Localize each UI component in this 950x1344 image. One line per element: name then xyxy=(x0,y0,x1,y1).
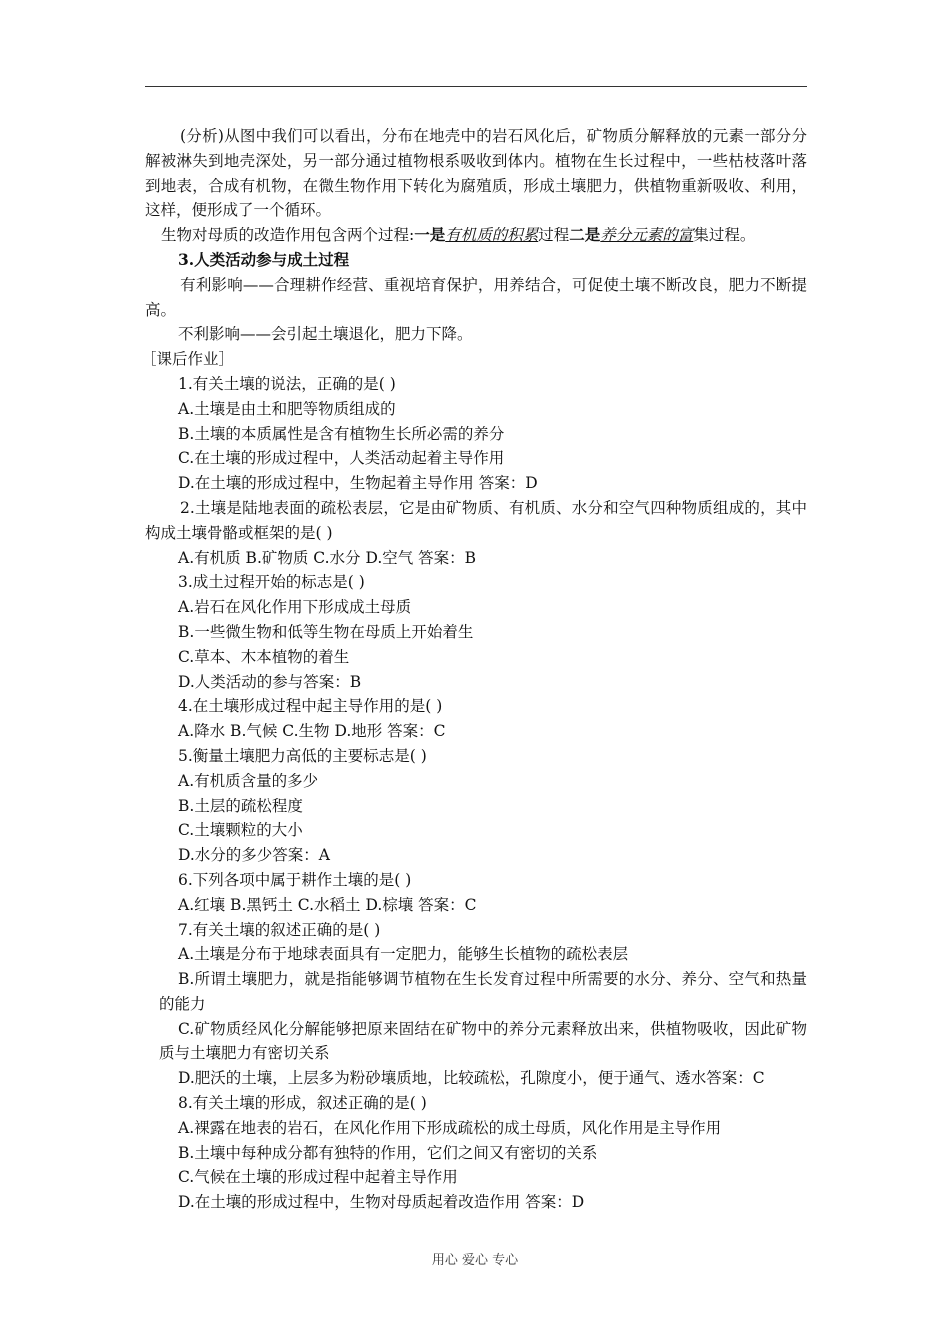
section-heading: 3.人类活动参与成土过程 xyxy=(178,249,350,269)
question-line: 1.有关土壤的说法，正确的是( ) xyxy=(178,374,396,393)
analysis-paragraph: (分析)从图中我们可以看出，分布在地壳中的岩石风化后，矿物质分解释放的元素一部分分解被淋失到地壳深处，另一部分通过植物根系吸收到体内。植物在生长过程中，一些枯枝落叶落到地表，合成有机物，在微生物作用下转化为腐殖质，形成土壤肥力，供植物重新吸收、利用，这样，便形成了一个循环。 xyxy=(145,127,807,220)
option-line: A.红壤 B.黑钙土 C.水稻土 D.棕壤 答案：C xyxy=(178,895,477,914)
option-line: D.肥沃的土壤，上层多为粉砂壤质地，比较疏松，孔隙度小，便于通气、透水答案：C xyxy=(178,1069,765,1088)
question-line: 7.有关土壤的叙述正确的是( ) xyxy=(178,920,381,939)
option-line: A.岩石在风化作用下形成成土母质 xyxy=(178,598,412,617)
header-rule xyxy=(145,86,807,87)
option-line: D.在土壤的形成过程中，生物对母质起着改造作用 答案：D xyxy=(178,1193,585,1212)
option-line: C.矿物质经风化分解能够把原来固结在矿物中的养分元素释放出来，供植物吸收，因此矿物质与土壤肥力有密切关系 xyxy=(159,1019,807,1063)
option-line: D.在土壤的形成过程中，生物起着主导作用 答案：D xyxy=(178,474,538,493)
option-line: B.土壤的本质属性是含有植物生长所必需的养分 xyxy=(178,424,505,443)
option-line: C.在土壤的形成过程中，人类活动起着主导作用 xyxy=(178,449,505,468)
option-line: B.所谓土壤肥力，就是指能够调节植物在生长发育过程中所需要的水分、养分、空气和热量的能力 xyxy=(159,970,807,1013)
question-line: 2.土壤是陆地表面的疏松表层，它是由矿物质、有机质、水分和空气四种物质组成的，其中构成土壤骨骼或框架的是( ) xyxy=(145,498,807,542)
page-footer: 用心 爱心 专心 xyxy=(431,1253,519,1268)
option-line: A.有机质 B.矿物质 C.水分 D.空气 答案：B xyxy=(178,548,477,567)
question-line: 3.成土过程开始的标志是( ) xyxy=(178,573,365,592)
option-line: B.一些微生物和低等生物在母质上开始着生 xyxy=(178,622,474,641)
option-line: B.土层的疏松程度 xyxy=(178,796,303,815)
option-line: B.土壤中每种成分都有独特的作用，它们之间又有密切的关系 xyxy=(178,1143,598,1162)
option-line: C.气候在土壤的形成过程中起着主导作用 xyxy=(178,1168,458,1187)
question-line: 6.下列各项中属于耕作土壤的是( ) xyxy=(178,870,412,889)
option-line: C.土壤颗粒的大小 xyxy=(178,821,303,840)
document-body xyxy=(141,124,807,1215)
negative-impact-paragraph: 不利影响——会引起土壤退化，肥力下降。 xyxy=(178,325,473,344)
option-line: D.水分的多少答案：A xyxy=(178,846,330,865)
option-line: A.土壤是分布于地球表面具有一定肥力，能够生长植物的疏松表层 xyxy=(178,945,629,964)
option-line: A.有机质含量的多少 xyxy=(178,771,319,790)
option-line: A.降水 B.气候 C.生物 D.地形 答案：C xyxy=(178,722,446,741)
option-line: A.土壤是由土和肥等物质组成的 xyxy=(178,399,396,418)
positive-impact-paragraph: 有利影响——合理耕作经营、重视培育保护，用养结合，可促使土壤不断改良，肥力不断提高。 xyxy=(145,275,807,319)
option-line: A.裸露在地表的岩石，在风化作用下形成疏松的成土母质，风化作用是主导作用 xyxy=(178,1118,722,1137)
option-line: C.草本、木本植物的着生 xyxy=(178,647,350,666)
homework-label: ［课后作业］ xyxy=(141,350,235,369)
question-line: 8.有关土壤的形成，叙述正确的是( ) xyxy=(178,1094,427,1113)
question-line: 4.在土壤形成过程中起主导作用的是( ) xyxy=(178,697,443,716)
option-line: D.人类活动的参与答案：B xyxy=(178,672,362,691)
biology-paragraph: 生物对母质的改造作用包含两个过程:一是有机质的积累过程二是养分元素的富集过程。 xyxy=(161,225,756,245)
question-line: 5.衡量土壤肥力高低的主要标志是( ) xyxy=(178,746,427,765)
